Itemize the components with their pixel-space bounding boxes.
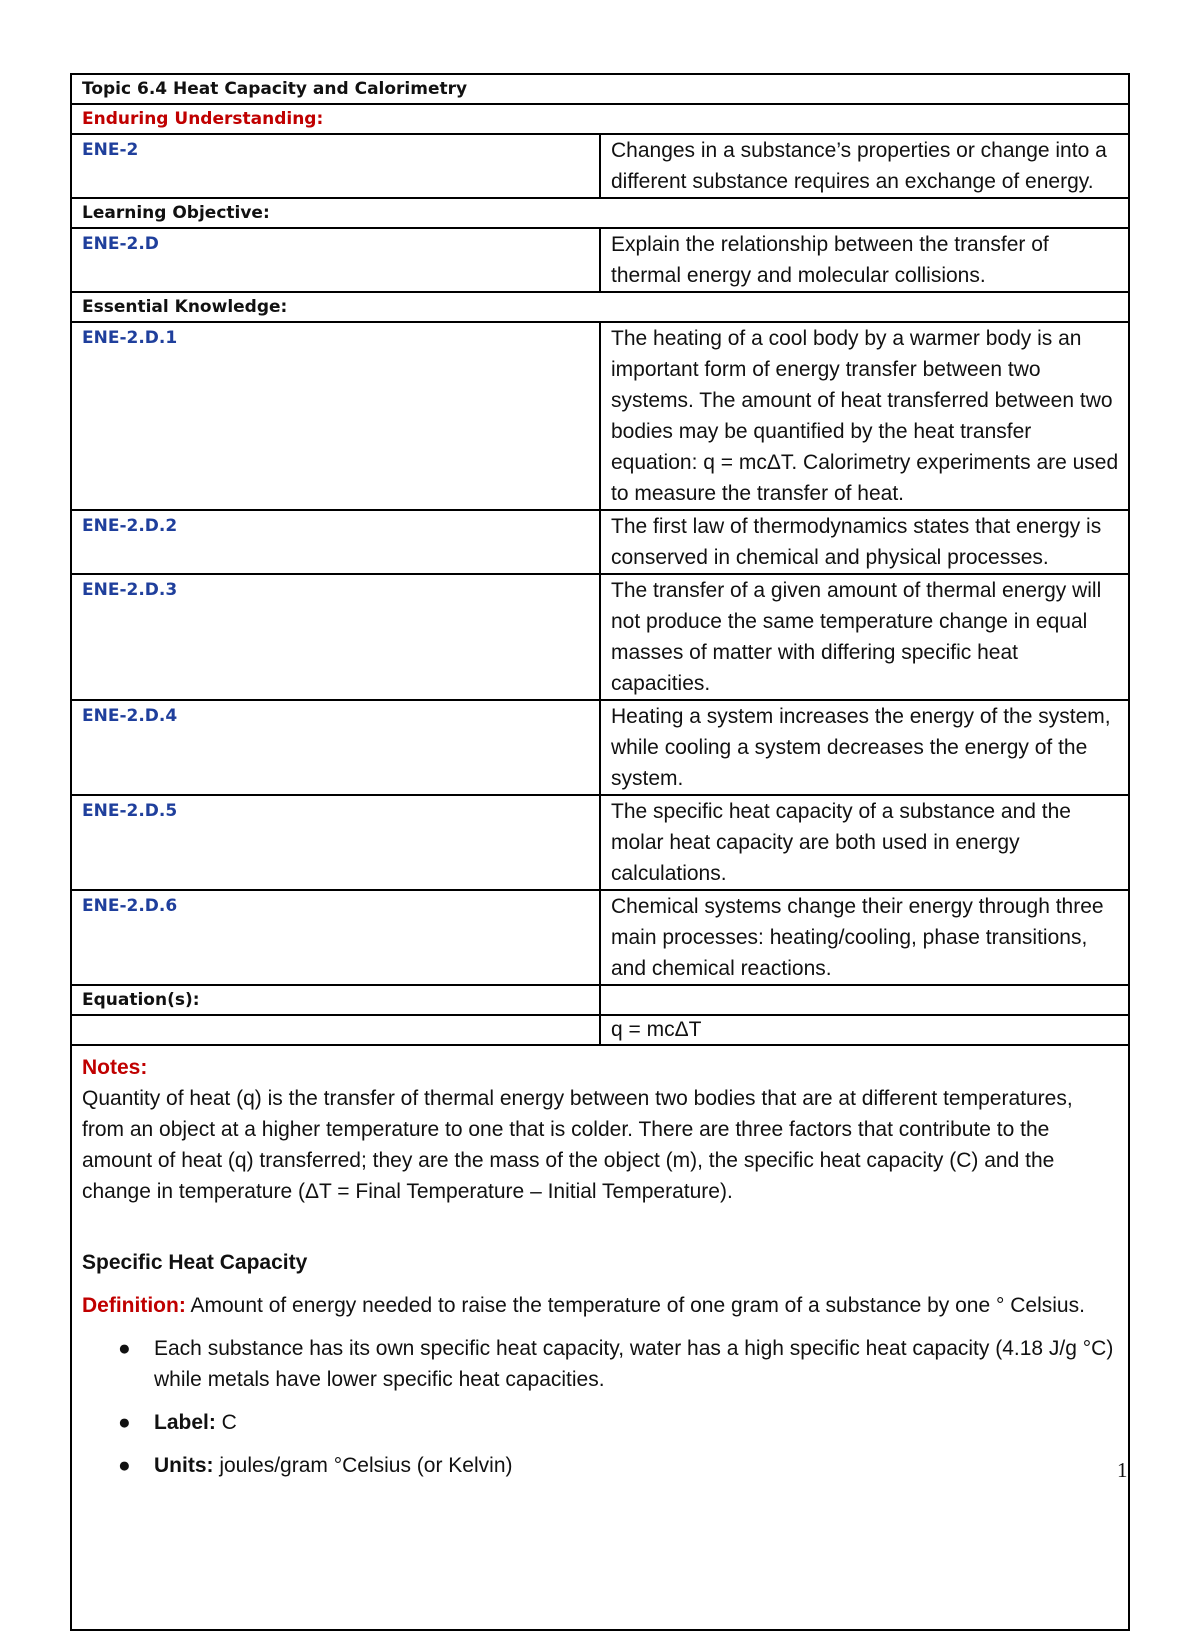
- units-value: joules/gram °Celsius (or Kelvin): [213, 1454, 513, 1477]
- knowledge-row: [71, 890, 1129, 985]
- objective-row: [71, 228, 1129, 292]
- list-item: [118, 1407, 1118, 1438]
- knowledge-text: The transfer of a given amount of thermal energy will not produce the same temperature change in equal masses of matter with differing specific heat capacities.: [600, 574, 1129, 700]
- bullet-icon: ●: [118, 1454, 131, 1477]
- equations-label-row: [71, 985, 1129, 1015]
- knowledge-code: ENE-2.D.3: [71, 574, 600, 700]
- equation-row: [71, 1015, 1129, 1045]
- knowledge-row: [71, 700, 1129, 795]
- knowledge-text: The heating of a cool body by a warmer body is an important form of energy transfer between two systems. The amount of heat transferred between two bodies may be quantified by the heat transfer equation: q = mcΔT. Calorimetry experiments are used to measure the transfer of heat.: [600, 322, 1129, 510]
- notes-box: [70, 1046, 1130, 1631]
- definition-text: Amount of energy needed to raise the temperature of one gram of a substance by one ° Celsius.: [185, 1294, 1085, 1317]
- knowledge-code: ENE-2.D.5: [71, 795, 600, 890]
- list-item: [118, 1333, 1118, 1395]
- enduring-label-row: [71, 104, 1129, 134]
- knowledge-code: ENE-2.D.2: [71, 510, 600, 574]
- heat-capacity-list: [82, 1333, 1118, 1481]
- equations-empty-cell: [600, 985, 1129, 1015]
- equation-empty-cell: [71, 1015, 600, 1045]
- label-label: Label:: [154, 1411, 216, 1434]
- enduring-understanding-label: Enduring Understanding:: [71, 104, 1129, 134]
- definition-line: [82, 1290, 1118, 1321]
- learning-objectives-table: [70, 73, 1130, 1046]
- knowledge-code: ENE-2.D.6: [71, 890, 600, 985]
- learning-objective-label: Learning Objective:: [71, 198, 1129, 228]
- objective-code: ENE-2.D: [71, 228, 600, 292]
- bullet-text: Each substance has its own specific heat capacity, water has a high specific heat capacity (4.18 J/g °C) while metals have lower specific heat capacities.: [154, 1337, 1114, 1391]
- enduring-code: ENE-2: [71, 134, 600, 198]
- specific-heat-heading: Specific Heat Capacity: [82, 1251, 308, 1274]
- enduring-row: [71, 134, 1129, 198]
- units-label: Units:: [154, 1454, 214, 1477]
- knowledge-text: The specific heat capacity of a substance and the molar heat capacity are both used in energy calculations.: [600, 795, 1129, 890]
- topic-row: [71, 74, 1129, 104]
- definition-label: Definition:: [82, 1294, 186, 1317]
- notes-paragraph: Quantity of heat (q) is the transfer of thermal energy between two bodies that are at different temperatures, from an object at a higher temperature to one that is colder. There are three factors that contribute to the amount of heat (q) transferred; they are the mass of the object (m), the specific heat capacity (C) and the change in temperature (ΔT = Final Temperature – Initial Temperature).: [82, 1087, 1073, 1203]
- knowledge-label-row: [71, 292, 1129, 322]
- bullet-icon: ●: [118, 1411, 131, 1434]
- knowledge-text: Heating a system increases the energy of the system, while cooling a system decreases the energy of the system.: [600, 700, 1129, 795]
- document-page: [70, 73, 1130, 1631]
- essential-knowledge-label: Essential Knowledge:: [71, 292, 1129, 322]
- knowledge-code: ENE-2.D.4: [71, 700, 600, 795]
- knowledge-row: [71, 322, 1129, 510]
- enduring-text: Changes in a substance’s properties or change into a different substance requires an exchange of energy.: [600, 134, 1129, 198]
- knowledge-text: Chemical systems change their energy through three main processes: heating/cooling, phase transitions, and chemical reactions.: [600, 890, 1129, 985]
- knowledge-row: [71, 795, 1129, 890]
- notes-title: Notes:: [82, 1056, 148, 1079]
- objective-text: Explain the relationship between the transfer of thermal energy and molecular collisions.: [600, 228, 1129, 292]
- label-value: C: [215, 1411, 237, 1434]
- knowledge-text: The first law of thermodynamics states that energy is conserved in chemical and physical processes.: [600, 510, 1129, 574]
- topic-title: Topic 6.4 Heat Capacity and Calorimetry: [71, 74, 1129, 104]
- knowledge-row: [71, 574, 1129, 700]
- objective-label-row: [71, 198, 1129, 228]
- list-item: [118, 1450, 1118, 1481]
- equations-label: Equation(s):: [71, 985, 600, 1015]
- knowledge-code: ENE-2.D.1: [71, 322, 600, 510]
- knowledge-row: [71, 510, 1129, 574]
- page-number: 1: [1117, 1458, 1128, 1482]
- bullet-icon: ●: [118, 1337, 131, 1360]
- equation-value: q = mcΔT: [600, 1015, 1129, 1045]
